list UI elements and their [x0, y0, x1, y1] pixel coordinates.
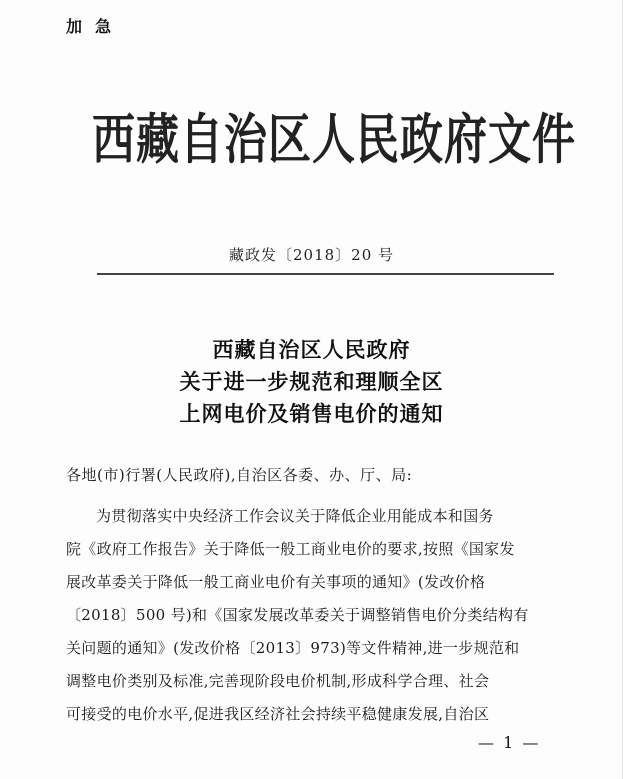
- page-number: — 1 —: [478, 733, 541, 752]
- body-line: 关问题的通知》(发改价格〔2013〕973)等文件精神,进一步规范和: [66, 639, 520, 657]
- body-line: 为贯彻落实中央经济工作会议关于降低企业用能成本和国务: [96, 507, 494, 525]
- body-line: 可接受的电价水平,促进我区经济社会持续平稳健康发展,自治区: [66, 705, 490, 723]
- body-line: 〔2018〕500 号)和《国家发展改革委关于调整销售电价分类结构有: [66, 606, 529, 624]
- document-number: 藏政发〔2018〕20 号: [228, 246, 395, 264]
- header-divider: [97, 273, 554, 275]
- title-line: 关于进一步规范和理顺全区: [179, 370, 444, 394]
- urgency-label: 加急: [66, 17, 125, 36]
- title-line: 上网电价及销售电价的通知: [179, 402, 444, 426]
- salutation: 各地(市)行署(人民政府),自治区各委、办、厅、局:: [66, 466, 413, 484]
- body-line: 调整电价类别及标准,完善现阶段电价机制,形成科学合理、社会: [66, 672, 490, 690]
- body-paragraph: [66, 500, 566, 731]
- body-line: 院《政府工作报告》关于降低一般工商业电价的要求,按照《国家发: [66, 540, 515, 558]
- body-line: 展改革委关于降低一般工商业电价有关事项的通知》(发改价格: [66, 573, 486, 591]
- title-line: 西藏自治区人民政府: [212, 338, 411, 362]
- issuer-heading: 西藏自治区人民政府文件: [92, 109, 576, 172]
- document-title: [0, 334, 623, 430]
